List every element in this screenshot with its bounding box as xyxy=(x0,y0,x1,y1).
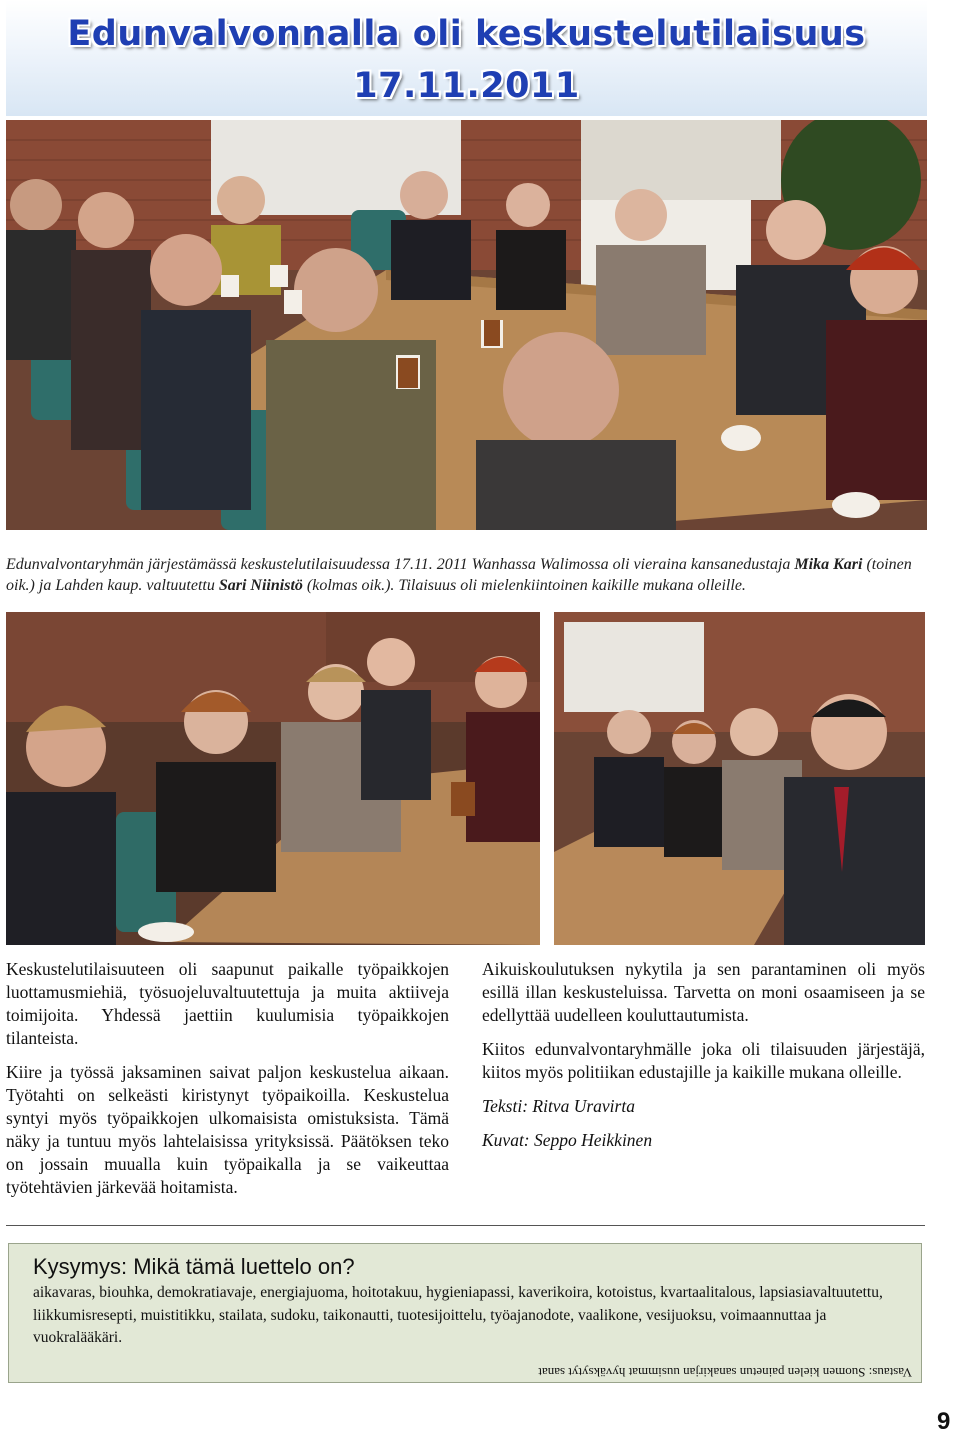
caption-name-2: Sari Niinistö xyxy=(218,577,303,594)
caption-text-2: (toinen oik.) ja Lahden kaup. valtuutettu xyxy=(6,556,912,594)
article-column-left xyxy=(6,958,449,1210)
article-column-right xyxy=(482,958,925,1163)
photo-credit: Kuvat: Seppo Heikkinen xyxy=(482,1130,653,1150)
quiz-word-list: aikavaras, biouhka, demokratiavaje, energiajuoma, hoitotakuu, hygieniapassi, kaverikoira, kotoistus, kvartaalitalous, lapsiasiavaltuutettu, liikkumisresepti, muistitikku, stailata, sudoku, taikonautti, tuotesijoittelu, työajanodote, vaalikone, vesijuoksu, voimaannuttaa ja vuokralääkäri. xyxy=(33,1284,883,1346)
section-divider xyxy=(6,1225,925,1226)
quiz-question: Kysymys: Mikä tämä luettelo on? xyxy=(33,1254,355,1279)
photo-caption xyxy=(6,554,921,596)
page-header xyxy=(6,0,927,116)
caption-name-1: Mika Kari xyxy=(794,556,863,573)
article-paragraph: Keskustelutilaisuuteen oli saapunut paikalle työpaikkojen luottamusmiehiä, työsuojeluvaltuutettuja ja muita aktiiveja toimijoita. Yhdessä jaettiin kuulumisia työpaikkojen tilanteista. xyxy=(6,959,449,1048)
quiz-box xyxy=(8,1243,922,1383)
text-credit: Teksti: Ritva Uravirta xyxy=(482,1096,635,1116)
article-paragraph: Aikuiskoulutuksen nykytila ja sen parantaminen oli myös esillä illan keskusteluissa. Tarvetta on moni osaamiseen ja se edellyttää uudelleen kouluttautumista. xyxy=(482,959,925,1025)
right-meeting-photo xyxy=(554,612,925,945)
quiz-answer-upside-down: Vastaus: Suomen kielen painetun sanakirjan uusimmat hyväksytyt sanat xyxy=(538,1365,912,1380)
page-number: 9 xyxy=(937,1408,951,1435)
article-paragraph: Kiitos edunvalvontaryhmälle joka oli tilaisuuden järjestäjä, kiitos myös politiikan edustajille ja kaikille mukana olleille. xyxy=(482,1039,925,1082)
article-paragraph: Kiire ja työssä jaksaminen saivat paljon keskustelua aikaan. Työtahti on selkeästi kiristynyt työpaikoilla. Keskustelua syntyi myös työpaikkojen ulkomaisista omistuksista. Tämä näky ja tuntuu myös lahtelaisissa yrityksissä. Päätöksen teko on jossain muualla kuin työpaikalla ja se vaikeuttaa työtehtävien järkevää hoitamista. xyxy=(6,1062,449,1197)
headline-date: 17.11.2011 xyxy=(353,66,580,106)
left-meeting-photo xyxy=(6,612,540,945)
headline-line-1: Edunvalvonnalla oli keskustelutilaisuus xyxy=(67,14,866,54)
main-meeting-photo xyxy=(6,120,927,530)
caption-text-3: (kolmas oik.). Tilaisuus oli mielenkiintoinen kaikille mukana olleille. xyxy=(302,577,746,594)
caption-text-1: Edunvalvontaryhmän järjestämässä keskustelutilaisuudessa 17.11. 2011 Wanhassa Walimossa oli vieraina kansanedustaja xyxy=(6,556,795,573)
